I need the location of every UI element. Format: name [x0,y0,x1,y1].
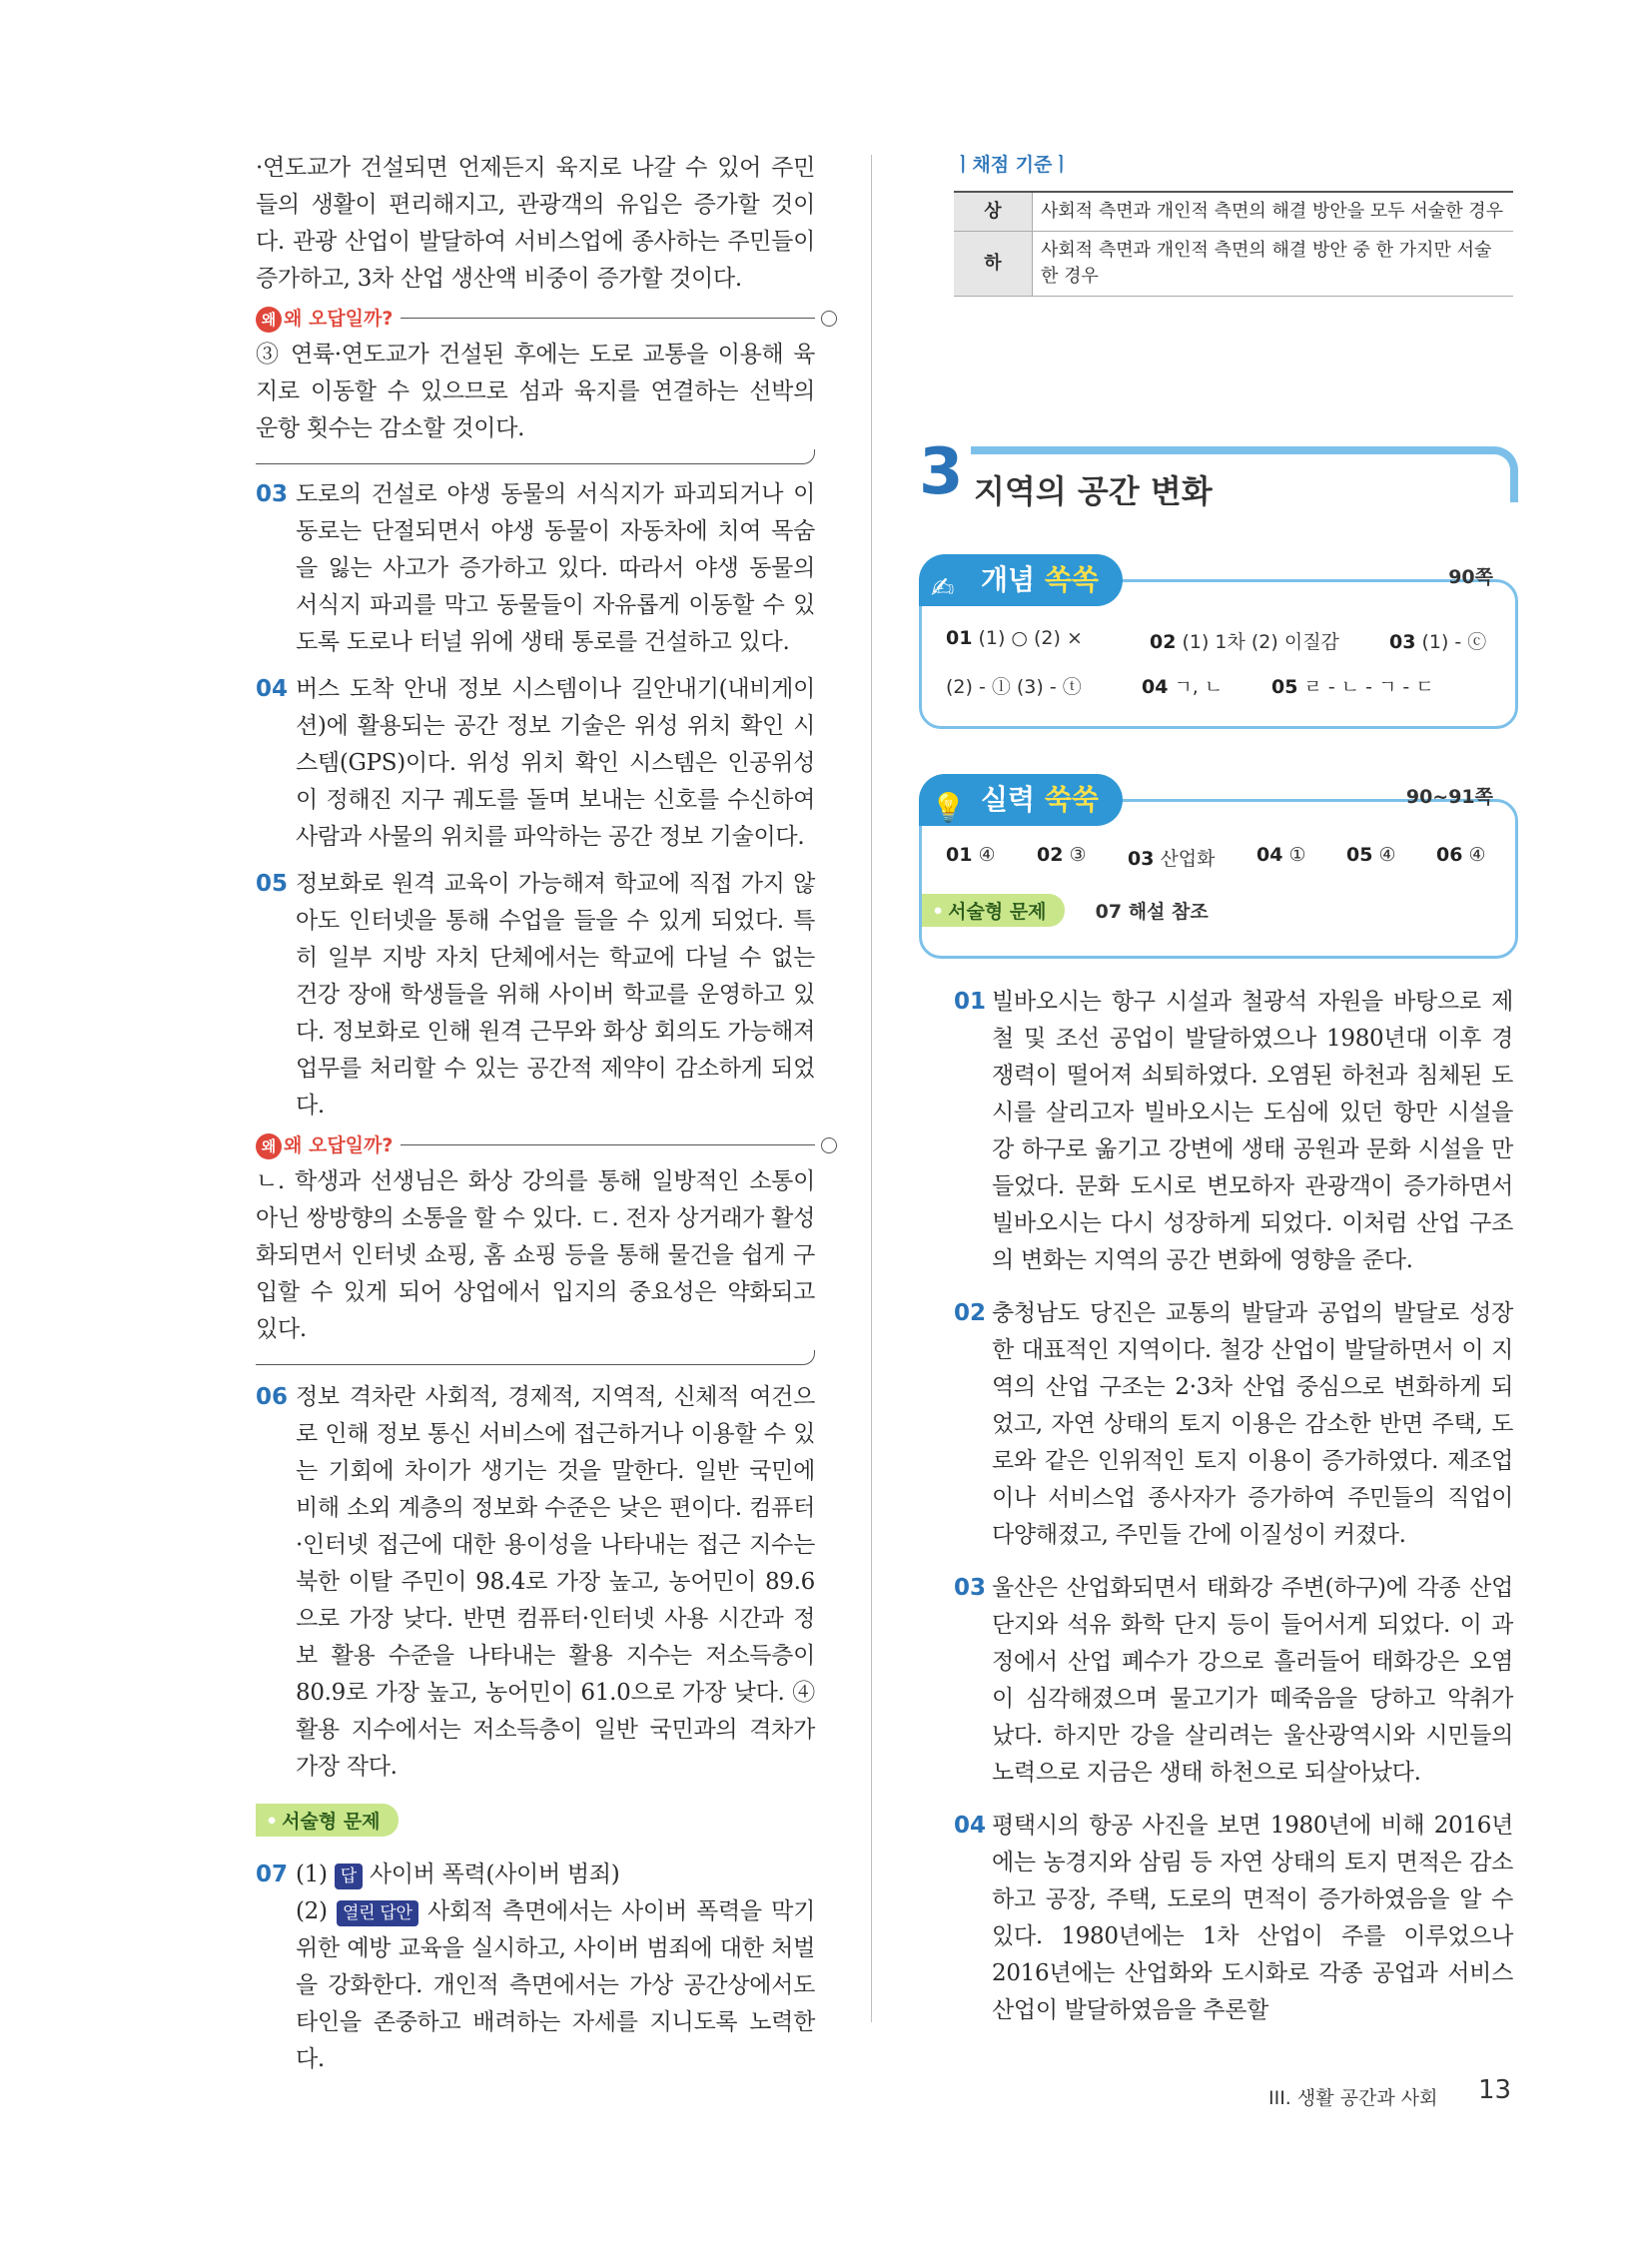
skill-tab: 💡 실력 쑥쑥 [919,774,1123,826]
item07-part2: (2) 열린 답안 사회적 측면에서는 사이버 폭력을 막기 위한 예방 교육을 실시하고, 사이버 범죄에 대한 처벌을 강화한다. 개인적 측면에서는 가상 공간상에서도 타인을 존중하고 배려하는 자세를 지니도록 노력한다. [296,1898,816,2072]
why-end-line [256,1350,815,1365]
grading-row-low [954,232,1513,297]
why-wrong-badge [256,1130,393,1159]
item-number: 03 [256,481,289,507]
concept-answer-01: 01 (1) ○ (2) × [946,627,1083,649]
grading-table [954,191,1513,297]
concept-answer-box [919,563,1518,729]
item-text: 도로의 건설로 야생 동물의 서식지가 파괴되거나 이동로는 단절되면서 야생 동물이 자동차에 치여 목숨을 잃는 사고가 증가하고 있다. 따라서 야생 동물의 서식지 파괴를 막고 동물들이 자유롭게 이동할 수 있도록 도로나 터널 위에 생태 통로를 건설하고 있다. [296,481,815,655]
explanation-item-06 [256,1379,815,1786]
skill-essay-answer: 07 해설 참조 [1095,901,1209,923]
concept-tab: ✍ 개념 쏙쏙 [919,554,1123,606]
skill-page-ref: 90~91쪽 [1405,786,1493,808]
why-wrong-text-2: ㄴ. 학생과 선생님은 화상 강의를 통해 일방적인 소통이 아닌 쌍방향의 소통을 할 수 있다. ㄷ. 전자 상거래가 활성화되면서 인터넷 쇼핑, 홈 쇼핑 등을 통해 물건을 쉽게 구입할 수 있게 되어 상업에서 입지의 중요성은 약화되고 있다. [256,1168,815,1342]
explanation-item-r01 [954,984,1513,1279]
left-column [256,150,815,2078]
answer-tag: 답 [335,1864,363,1889]
explanation-item-07 [256,1857,815,2078]
concept-answer-03-cont: (2) - ⓛ (3) - ⓣ [946,676,1082,698]
page-number: 13 [1478,2075,1512,2105]
item-text: 평택시의 항공 사진을 보면 1980년에 비해 2016년에는 농경지와 삼림 등 자연 상태의 토지 면적은 감소하고 공장, 주택, 도로의 면적이 증가하였음을 알 수 있다. 1980년에는 1차 산업이 주를 이루었으나 2016년에는 산업화와 도시화로 각종 공업과 서비스 산업이 발달하였음을 추론할 [992,1813,1513,2023]
skill-answer-04: 04 ① [1256,844,1306,866]
item-text: 버스 도착 안내 정보 시스템이나 길안내기(내비게이션)에 활용되는 공간 정보 기술은 위성 위치 확인 시스템(GPS)이다. 위성 위치 확인 시스템은 인공위성이 정해진 지구 궤도를 돌며 보내는 신호를 수신하여 사람과 사물의 위치를 파악하는 공간 정보 기술이다. [296,676,815,850]
grading-text: 사회적 측면과 개인적 측면의 해결 방안을 모두 서술한 경우 [1033,192,1514,232]
essay-section-badge: • 서술형 문제 [922,894,1065,927]
item-number: 07 [256,1862,289,1887]
explanation-item-r03 [954,1570,1513,1792]
grading-level: 하 [954,232,1033,297]
explanation-item-r04 [954,1808,1513,2029]
item-text: 정보 격차란 사회적, 경제적, 지역적, 신체적 여건으로 인해 정보 통신 서비스에 접근하거나 이용할 수 있는 기회에 차이가 생기는 것을 말한다. 일반 국민에 비해 소외 계층의 정보화 수준은 낮은 편이다. 컴퓨터·인터넷 접근에 대한 용이성을 나타내는 접근 지수는 북한 이탈 주민이 98.4로 가장 높고, 농어민이 89.6으로 가장 낮다. 반면 컴퓨터·인터넷 사용 시간과 정보 활용 수준을 나타내는 활용 지수는 저소득층이 80.9로 가장 높고, 농어민이 61.0으로 가장 낮다. ④ 활용 지수에서는 저소득층이 일반 국민과의 격차가 가장 작다. [296,1384,815,1780]
explanation-item-05 [256,866,815,1124]
grading-row-high [954,192,1513,232]
item-number: 03 [954,1575,987,1601]
why-wrong-badge [256,304,393,333]
skill-answer-06: 06 ④ [1436,844,1486,866]
skill-answer-05: 05 ④ [1346,844,1396,866]
item-number: 05 [256,871,289,897]
grading-text: 사회적 측면과 개인적 측면의 해결 방안 중 한 가지만 서술한 경우 [1033,232,1514,297]
why-wrong-label: 왜 오답일까? [284,1134,394,1156]
explanation-item-04 [256,671,815,856]
item07-part1: (1) 답 사이버 폭력(사이버 범죄) [296,1862,620,1887]
intro-paragraph: ·연도교가 건설되면 언제든지 육지로 나갈 수 있어 주민들의 생활이 편리해지고, 관광객의 유입은 증가할 것이다. 관광 산업이 발달하여 서비스업에 종사하는 주민들이 증가하고, 3차 산업 생산액 비중이 증가할 것이다. [256,155,815,292]
section-header [919,435,1518,510]
concept-answer-02: 02 (1) 1차 (2) 이질감 [1150,631,1339,653]
why-wrong-header-2 [256,1130,815,1159]
item-text: 충청남도 당진은 교통의 발달과 공업의 발달로 성장한 대표적인 지역이다. 철강 산업이 발달하면서 이 지역의 산업 구조는 2·3차 산업 중심으로 변화하게 되었고, 자연 상태의 토지 이용은 감소한 반면 주택, 도로와 같은 인위적인 토지 이용이 증가하였다. 제조업이나 서비스업 종사자가 증가하여 주민들의 직업이 다양해졌고, 주민들 간에 이질성이 커졌다. [992,1300,1513,1548]
concept-answer-05: 05 ㄹ - ㄴ - ㄱ - ㄷ [1271,676,1434,698]
column-divider [871,155,872,2022]
open-answer-tag: 열린 답안 [337,1900,418,1926]
why-end-line [256,449,815,464]
why-wrong-text-1: ③ 연륙·연도교가 건설된 후에는 도로 교통을 이용해 육지로 이동할 수 있으므로 섬과 육지를 연결하는 선박의 운항 횟수는 감소할 것이다. [256,342,815,441]
skill-answer-02: 02 ③ [1037,844,1087,866]
concept-answer-03: 03 (1) - ⓒ [1389,631,1487,653]
section-number: 3 [919,435,964,509]
section-title: 지역의 공간 변화 [974,472,1213,510]
why-icon: 왜 [256,1133,282,1159]
grading-level: 상 [954,192,1033,232]
explanation-item-03 [256,476,815,661]
lightbulb-icon: 💡 [931,791,966,824]
why-icon: 왜 [256,307,282,333]
why-divider-line [401,318,815,319]
pencil-hand-icon: ✍ [931,571,955,604]
concept-answer-04: 04 ㄱ, ㄴ [1142,676,1224,698]
item-number: 04 [256,676,289,702]
essay-section-badge: • 서술형 문제 [256,1804,399,1837]
skill-answer-box [919,783,1518,959]
grading-criteria-title: ㅣ채점 기준ㅣ [954,154,1071,176]
item-number: 02 [954,1300,987,1326]
item-number: 01 [954,989,987,1015]
right-explanations [954,984,1513,2029]
why-divider-line [401,1144,815,1145]
skill-answer-03: 03 산업화 [1128,848,1216,870]
why-wrong-label: 왜 오답일까? [284,308,394,330]
item-text: 빌바오시는 항구 시설과 철광석 자원을 바탕으로 제철 및 조선 공업이 발달하였으나 1980년대 이후 경쟁력이 떨어져 쇠퇴하였다. 오염된 하천과 침체된 도시를 살리고자 빌바오시는 도심에 있던 항만 시설을 강 하구로 옮기고 강변에 생태 공원과 문화 시설을 만들었다. 문화 도시로 변모하자 관광객이 증가하면서 빌바오시는 다시 성장하게 되었다. 이처럼 산업 구조의 변화는 지역의 공간 변화에 영향을 준다. [992,989,1513,1273]
skill-answer-01: 01 ④ [946,844,996,866]
item-number: 04 [954,1813,987,1839]
why-wrong-header-1 [256,304,815,333]
item-text: 울산은 산업화되면서 태화강 주변(하구)에 각종 산업 단지와 석유 화학 단지 등이 들어서게 되었다. 이 과정에서 산업 폐수가 강으로 흘러들어 태화강은 오염이 심각해졌으며 물고기가 떼죽음을 당하고 악취가 났다. 하지만 강을 살리려는 울산광역시와 시민들의 노력으로 지금은 생태 하천으로 되살아났다. [992,1575,1513,1786]
item-text: 정보화로 원격 교육이 가능해져 학교에 직접 가지 않아도 인터넷을 통해 수업을 들을 수 있게 되었다. 특히 일부 지방 자치 단체에서는 학교에 다닐 수 없는 건강 장애 학생들을 위해 사이버 학교를 운영하고 있다. 정보화로 인해 원격 근무와 화상 회의도 가능해져 업무를 처리할 수 있는 공간적 제약이 감소하게 되었다. [296,871,815,1119]
skill-essay-row [922,894,1209,927]
right-column [954,150,1513,297]
footer-chapter: III. 생활 공간과 사회 [1268,2087,1438,2109]
item-number: 06 [256,1384,289,1410]
concept-page-ref: 90쪽 [1448,566,1493,588]
explanation-item-r02 [954,1295,1513,1554]
